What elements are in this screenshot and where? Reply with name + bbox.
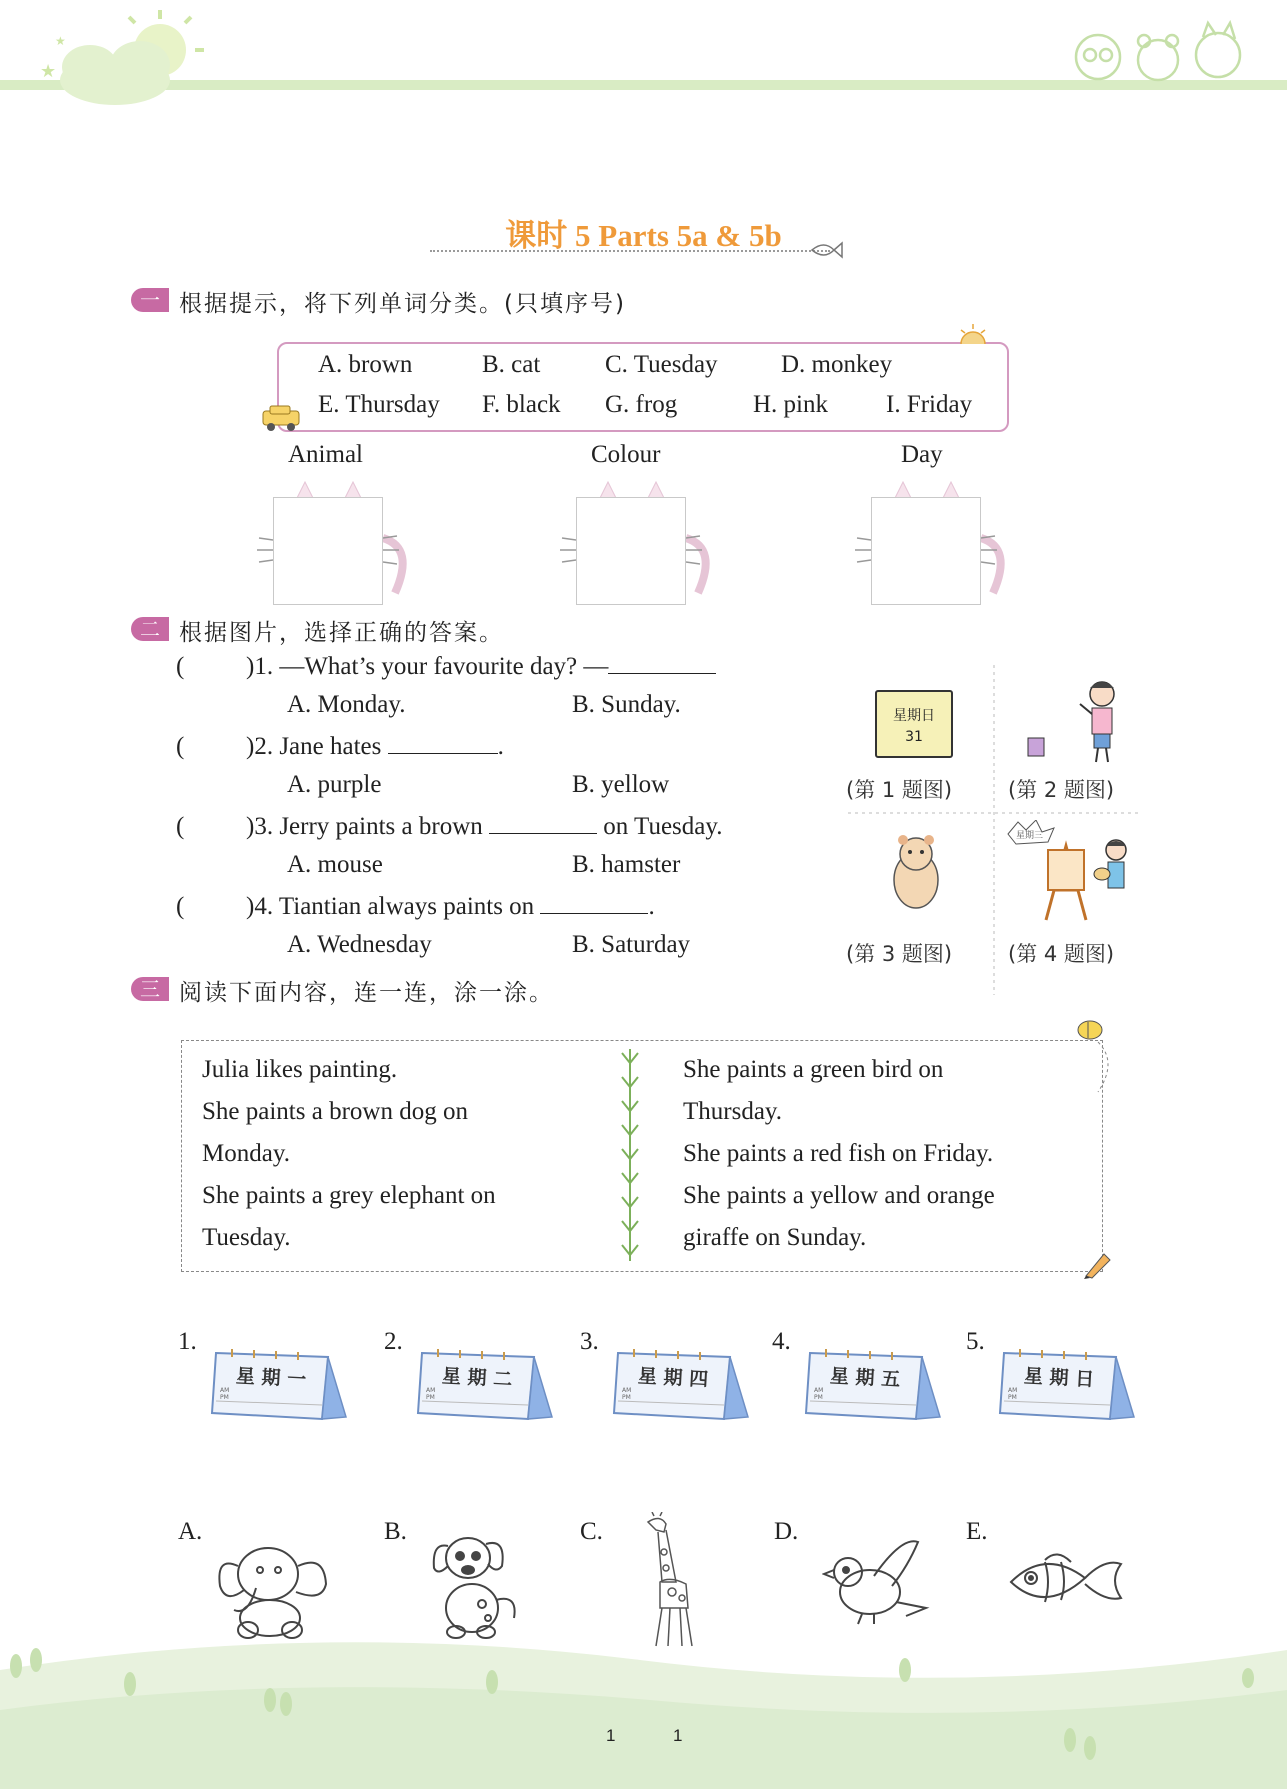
answer-box-day[interactable] [871,497,981,605]
caption-q1: (第 1 题图) [846,778,953,802]
vine-divider [616,1045,644,1265]
q2-close-paren: ) [246,733,255,760]
fish-drawing[interactable] [1005,1548,1125,1618]
reading-left-line-4: She paints a grey elephant on [202,1182,496,1209]
animal-letter-a: A. [178,1518,203,1545]
svg-text:★: ★ [55,34,66,48]
calendar-am-pm-3: AM PM [622,1387,632,1401]
q3-option-b[interactable]: B. hamster [572,851,681,878]
section-badge-3: 三 [131,977,169,1001]
q4-stem: 4. Tiantian always paints on [254,893,535,920]
calendar-date-label: 31 [905,729,923,745]
q2-answer-slot[interactable] [246,733,504,761]
q4-end: . [648,893,655,920]
calendar-am-pm-5: AM PM [1008,1387,1018,1401]
sun-cloud-decoration [20,5,210,115]
q4-option-b[interactable]: B. Saturday [572,931,691,958]
q4-open-paren: ( [176,893,185,920]
calendar-number-5: 5. [966,1328,985,1355]
elephant-drawing[interactable] [212,1526,337,1641]
reading-left-line-1: Julia likes painting. [202,1056,398,1083]
word-d: D. monkey [781,351,893,378]
hills-decoration [0,1630,1287,1789]
reading-left-line-2: She paints a brown dog on [202,1098,468,1125]
reading-right-line-2: Thursday. [683,1098,783,1125]
calendar-am-pm-2: AM PM [426,1387,436,1401]
animal-letter-c: C. [580,1518,603,1545]
calendar-card-1[interactable] [210,1343,350,1425]
calendar-weekday-1: 星 期 一 [235,1365,307,1391]
q2-blank[interactable] [388,733,498,754]
reading-left-line-5: Tuesday. [202,1224,291,1251]
word-g: G. frog [605,391,678,418]
boy-easel-picture-q4 [1006,820,1136,930]
q4-answer-slot[interactable] [246,893,655,921]
lesson-title: 课时 5 Parts 5a & 5b [505,218,782,253]
calendar-weekday-5: 星 期 日 [1023,1365,1095,1391]
q1-option-a[interactable]: A. Monday. [287,691,406,718]
word-a: A. brown [318,351,413,378]
bee-icon [1058,1012,1118,1102]
calendar-am-pm-4: AM PM [814,1387,824,1401]
section-title-3: 阅读下面内容，连一连，涂一涂。 [179,980,554,1006]
q4-option-a[interactable]: A. Wednesday [287,931,432,958]
q1-close-paren: ) [246,653,255,680]
caption-q4: (第 4 题图) [1008,942,1115,966]
q2-open-paren: ( [176,733,185,760]
word-e: E. Thursday [318,391,440,418]
reading-left-line-3: Monday. [202,1140,290,1167]
calendar-picture-q1 [875,690,953,758]
calendar-weekday-2: 星 期 二 [441,1365,513,1391]
calendar-number-1: 1. [178,1328,197,1355]
answer-box-colour[interactable] [576,497,686,605]
page-number-right: 1 [673,1726,683,1745]
q2-option-a[interactable]: A. purple [287,771,382,798]
caption-q2: (第 2 题图) [1008,778,1115,802]
section-title-2: 根据图片，选择正确的答案。 [179,620,504,646]
section-badge-2: 二 [131,617,169,641]
calendar-day-label: 星期日 [893,708,935,724]
calendar-number-2: 2. [384,1328,403,1355]
section-badge-1: 一 [131,288,169,312]
animal-letter-b: B. [384,1518,407,1545]
q1-stem: 1. —What’s your favourite day? — [254,653,609,680]
q3-close-paren: ) [246,813,255,840]
q1-answer-slot[interactable] [246,653,716,681]
answer-box-animal[interactable] [273,497,383,605]
calendar-card-3[interactable] [612,1343,752,1425]
title-underline [430,250,830,252]
q4-blank[interactable] [540,893,648,914]
q3-blank[interactable] [489,813,597,834]
q1-option-b[interactable]: B. Sunday. [572,691,681,718]
reading-right-line-5: giraffe on Sunday. [683,1224,867,1251]
calendar-weekday-3: 星 期 四 [637,1365,709,1391]
calendar-am-pm-1: AM PM [220,1387,230,1401]
girl-painting-picture-q2 [1022,676,1132,766]
section-title-1: 根据提示，将下列单词分类。(只填序号) [179,291,626,317]
animal-faces-decoration [1058,15,1258,85]
category-label-day: Day [901,441,943,468]
q3-end: on Tuesday. [603,813,723,840]
fish-icon [808,238,844,262]
caption-q3: (第 3 题图) [846,942,953,966]
q2-stem: 2. Jane hates [254,733,382,760]
q4-close-paren: ) [246,893,255,920]
word-h: H. pink [753,391,828,418]
bird-drawing[interactable] [822,1536,932,1626]
q2-end: . [497,733,504,760]
hamster-picture-q3 [876,828,956,914]
q3-option-a[interactable]: A. mouse [287,851,383,878]
dog-drawing[interactable] [426,1524,526,1644]
sign-weekday-label: 星期三 [1016,830,1044,840]
animal-letter-d: D. [774,1518,799,1545]
calendar-card-2[interactable] [416,1343,556,1425]
q1-blank[interactable] [608,653,716,674]
word-f: F. black [482,391,561,418]
word-c: C. Tuesday [605,351,718,378]
category-label-colour: Colour [591,441,661,468]
q3-open-paren: ( [176,813,185,840]
page-number-left: 1 [606,1726,616,1745]
calendar-card-5[interactable] [998,1343,1138,1425]
calendar-card-4[interactable] [804,1343,944,1425]
calendar-number-4: 4. [772,1328,791,1355]
word-i: I. Friday [886,391,973,418]
svg-text:★: ★ [40,61,57,81]
category-label-animal: Animal [288,441,363,468]
calendar-number-3: 3. [580,1328,599,1355]
calendar-weekday-4: 星 期 五 [829,1365,901,1391]
reading-right-line-1: She paints a green bird on [683,1056,944,1083]
sun-icon [957,322,989,348]
car-icon [260,403,304,433]
pencil-icon [1082,1248,1114,1280]
q3-stem: 3. Jerry paints a brown [254,813,483,840]
word-b: B. cat [482,351,541,378]
q1-open-paren: ( [176,653,185,680]
animal-letter-e: E. [966,1518,988,1545]
reading-right-line-4: She paints a yellow and orange [683,1182,995,1209]
reading-right-line-3: She paints a red fish on Friday. [683,1140,994,1167]
q3-answer-slot[interactable] [246,813,723,841]
q2-option-b[interactable]: B. yellow [572,771,670,798]
